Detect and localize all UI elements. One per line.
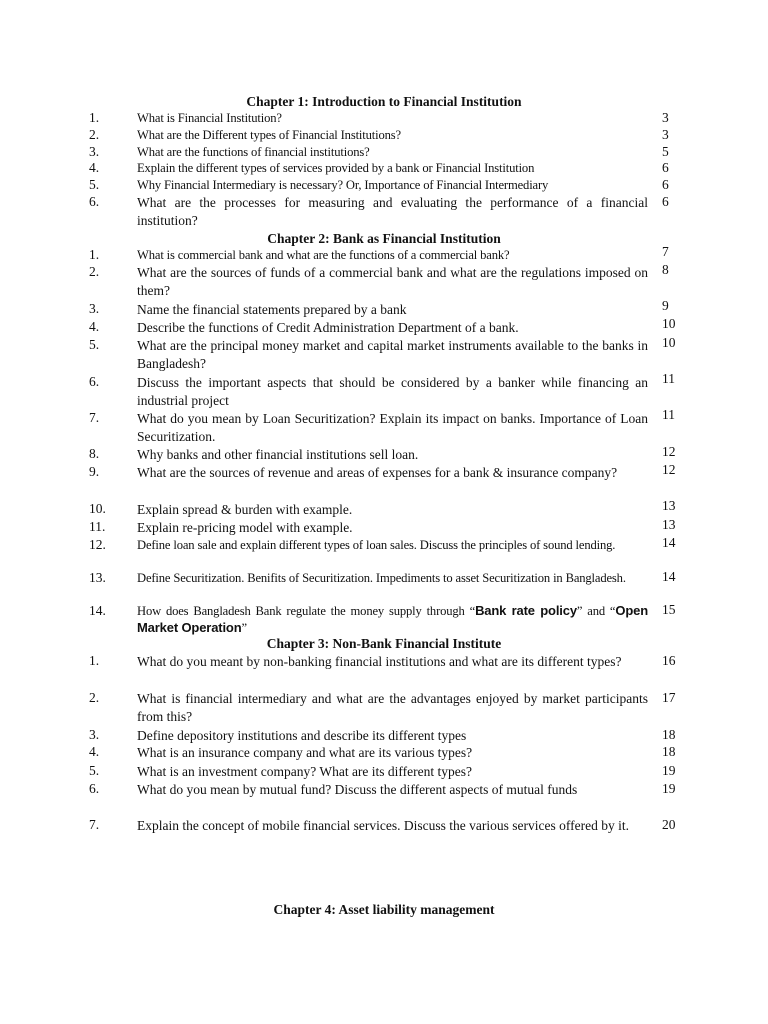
item-number: 1. [89, 653, 100, 668]
item-page: 6 [662, 177, 669, 192]
item-page: 18 [662, 727, 676, 742]
item-text: What are the Different types of Financial Institutions? [137, 128, 401, 142]
item-number: 8. [89, 446, 100, 461]
item-page: 12 [662, 444, 676, 459]
item-text: Explain spread & burden with example. [137, 502, 353, 517]
item-number: 3. [89, 144, 100, 159]
item-text: Why Financial Intermediary is necessary? Or, Importance of Financial Intermediary [137, 178, 549, 192]
item-text: Name the financial statements prepared by a bank [137, 302, 407, 317]
item-text: Explain the different types of services provided by a bank or Financial Institution [137, 161, 535, 175]
item-text: What are the functions of financial institutions? [137, 145, 370, 159]
item-number: 2. [89, 690, 100, 705]
item-number: 6. [89, 374, 100, 389]
item-page: 19 [662, 781, 676, 796]
item-number: 9. [89, 464, 100, 479]
item-number: 1. [89, 247, 100, 262]
item-text: What do you meant by non-banking financial institutions and what are its different types? [137, 654, 622, 669]
item-page: 11 [662, 407, 675, 422]
item-text: What is an insurance company and what are its various types? [137, 745, 473, 760]
item-text: Explain the concept of mobile financial services. Discuss the various services offered by it. [137, 818, 629, 833]
item-page: 19 [662, 763, 676, 778]
item-page: 10 [662, 316, 676, 331]
item-number: 11. [89, 519, 106, 534]
chapter-4-title: Chapter 4: Asset liability management [273, 902, 495, 917]
item-number: 2. [89, 127, 100, 142]
item-number: 2. [89, 264, 100, 279]
item-text: Define loan sale and explain different types of loan sales. Discuss the principles of sound lending. [137, 538, 616, 552]
chapter-2-title: Chapter 2: Bank as Financial Institution [267, 231, 501, 246]
item-text: What do you mean by mutual fund? Discuss the different aspects of mutual funds [137, 782, 578, 797]
item-page: 12 [662, 462, 676, 477]
item-page: 6 [662, 160, 669, 175]
item-page: 10 [662, 335, 676, 350]
item-number: 5. [89, 337, 100, 352]
item-number: 3. [89, 301, 100, 316]
item-number: 14. [89, 603, 106, 618]
item-page: 16 [662, 653, 676, 668]
item-page: 17 [662, 690, 676, 705]
item-number: 6. [89, 781, 100, 796]
item-text: What are the sources of funds of a commercial bank and what are the regulations imposed on them? [137, 265, 648, 298]
item-page: 18 [662, 744, 676, 759]
item-page: 9 [662, 298, 669, 313]
bank-rate-policy-term: Bank rate policy [475, 603, 577, 618]
item-number: 12. [89, 537, 106, 552]
item-text: What are the processes for measuring and evaluating the performance of a financial institution? [137, 195, 648, 228]
item-text-pre: How does Bangladesh Bank regulate the money supply through “ [137, 604, 476, 618]
item-number: 5. [89, 177, 100, 192]
item-page: 15 [662, 602, 676, 617]
item-page: 3 [662, 110, 669, 125]
item-number: 6. [89, 194, 100, 209]
item-number: 7. [89, 410, 100, 425]
item-page: 3 [662, 127, 669, 142]
item-text: What do you mean by Loan Securitization? Explain its impact on banks. Importance of Loan Securitization. [137, 411, 648, 444]
item-text-post: ” [241, 620, 247, 635]
item-page: 7 [662, 244, 669, 259]
item-text: Why banks and other financial institutions sell loan. [137, 447, 419, 462]
item-number: 4. [89, 160, 100, 175]
item-number: 4. [89, 744, 100, 759]
item-number: 1. [89, 110, 100, 125]
item-text: What is Financial Institution? [137, 111, 282, 125]
item-text: What are the sources of revenue and areas of expenses for a bank & insurance company? [137, 465, 618, 480]
item-page: 13 [662, 517, 676, 532]
item-number: 10. [89, 501, 106, 516]
chapter-3-title: Chapter 3: Non-Bank Financial Institute [266, 636, 502, 651]
chapter-1-title: Chapter 1: Introduction to Financial Institution [246, 94, 522, 109]
item-number: 5. [89, 763, 100, 778]
item-page: 5 [662, 144, 669, 159]
item-page: 11 [662, 371, 675, 386]
item-text: Discuss the important aspects that should be considered by a banker while financing an industrial project [137, 375, 648, 408]
item-text [137, 603, 648, 636]
item-text: What are the principal money market and capital market instruments available to the banks in Bangladesh? [137, 338, 648, 371]
item-text: Describe the functions of Credit Administration Department of a bank. [137, 320, 519, 335]
item-page: 14 [662, 569, 676, 584]
item-number: 3. [89, 727, 100, 742]
item-page: 20 [662, 817, 676, 832]
item-text: What is financial intermediary and what are the advantages enjoyed by market participants from this? [137, 691, 648, 724]
item-text: What is commercial bank and what are the functions of a commercial bank? [137, 248, 510, 262]
item-page: 13 [662, 498, 676, 513]
item-number: 4. [89, 319, 100, 334]
item-page: 6 [662, 194, 669, 209]
item-text: Explain re-pricing model with example. [137, 520, 353, 535]
item-number: 13. [89, 570, 106, 585]
item-page: 8 [662, 262, 669, 277]
item-text-mid: ” and “ [576, 604, 616, 618]
item-text: Define depository institutions and describe its different types [137, 728, 467, 743]
open-market-operation-term: Open Market Operation [137, 603, 648, 635]
item-page: 14 [662, 535, 676, 550]
item-number: 7. [89, 817, 100, 832]
item-text: Define Securitization. Benifits of Securitization. Impediments to asset Securitization in Bangladesh. [137, 571, 626, 585]
item-text: What is an investment company? What are its different types? [137, 764, 473, 779]
